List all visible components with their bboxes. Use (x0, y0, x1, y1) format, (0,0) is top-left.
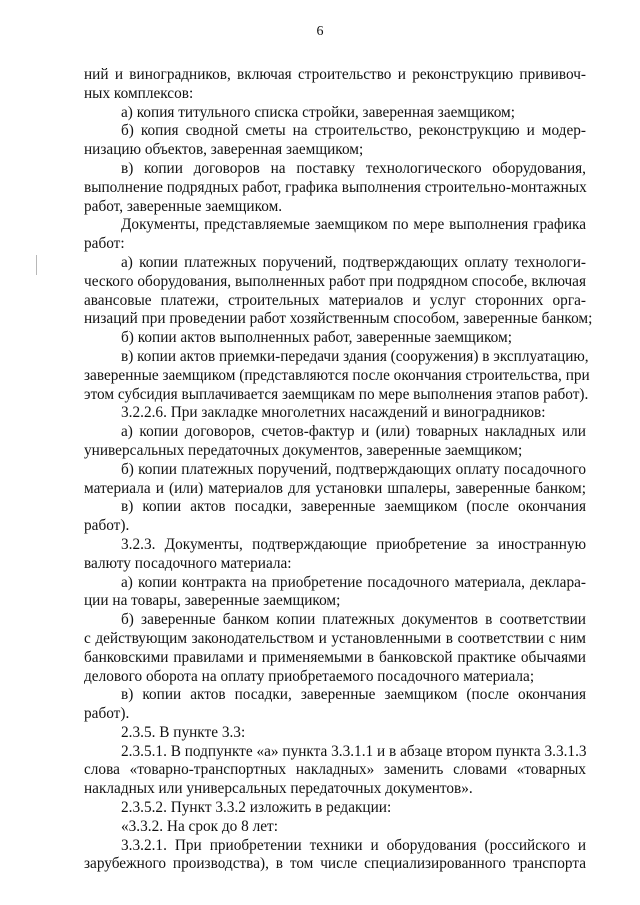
text-line: 3.3.2.1. При приобретении техники и оборудования (российского и (121, 836, 586, 854)
text-line: в) копии актов приемки-передачи здания (сооружения) в эксплуатацию, (121, 347, 589, 365)
text-line: материала и (или) материалов для установки шпалеры, заверенные банком; (84, 479, 586, 497)
text-line: работ: (84, 235, 125, 253)
text-line: а) копии платежных поручений, подтверждающих оплату технологи- (121, 253, 586, 271)
text-line: низацию объектов, заверенная заемщиком; (84, 141, 364, 159)
text-line: выполнение подрядных работ, графика выполнения строительно-монтажных (84, 178, 587, 196)
text-line: б) копии актов выполненных работ, заверенные заемщиком; (121, 329, 512, 347)
text-line: работ, заверенные заемщиком. (84, 197, 283, 215)
text-line: а) копии договоров, счетов-фактур и (или) товарных накладных или (121, 423, 586, 441)
text-line: универсальных передаточных документов, заверенные заемщиком; (84, 441, 523, 459)
text-line: авансовые платежи, строительных материалов и услуг сторонних орга- (84, 291, 586, 309)
text-line: накладных или универсальных передаточных документов». (84, 780, 473, 798)
scan-artifact (36, 255, 37, 275)
text-line: ции на товары, заверенные заемщиком; (84, 592, 341, 610)
text-line: в) копии актов посадки, заверенные заемщиком (после окончания (121, 686, 586, 704)
text-line: 2.3.5.2. Пункт 3.3.2 изложить в редакции: (121, 799, 392, 817)
text-line: в) копии договоров на поставку технологического оборудования, (121, 159, 586, 177)
text-line: слова «товарно-транспортных накладных» заменить словами «товарных (84, 761, 586, 779)
text-line: работ). (84, 517, 130, 535)
text-line: б) заверенные банком копии платежных документов в соответствии (121, 611, 586, 629)
text-line: зарубежного производства), в том числе специализированного транспорта (84, 855, 586, 873)
text-line: в) копии актов посадки, заверенные заемщиком (после окончания (121, 498, 586, 516)
text-line: б) копия сводной сметы на строительство, реконструкцию и модер- (121, 122, 586, 140)
text-line: с действующим законодательством и установленными в соответствии с ним (84, 629, 586, 647)
text-line: а) копии контракта на приобретение посадочного материала, деклара- (121, 573, 586, 591)
text-line: 2.3.5.1. В подпункте «а» пункта 3.3.1.1 и в абзаце втором пункта 3.3.1.3 (121, 742, 587, 760)
text-line: ных комплексов: (84, 84, 194, 102)
text-line: этом субсидия выплачивается заемщикам по мере выполнения этапов работ). (84, 385, 589, 403)
text-line: 3.2.3. Документы, подтверждающие приобретение за иностранную (121, 535, 586, 553)
text-line: валюту посадочного материала: (84, 554, 292, 572)
text-line: ний и виноградников, включая строительство и реконструкцию прививоч- (84, 66, 586, 83)
text-line: работ). (84, 705, 130, 723)
text-line: «3.3.2. На срок до 8 лет: (121, 817, 278, 835)
text-line: 3.2.2.6. При закладке многолетних насаждений и виноградников: (121, 404, 546, 422)
text-line: делового оборота на оплату приобретаемого посадочного материала; (84, 667, 535, 685)
text-line: а) копия титульного списка стройки, заверенная заемщиком; (121, 103, 515, 121)
text-line: 2.3.5. В пункте 3.3: (121, 723, 246, 741)
text-line: банковскими правилами и применяемыми в банковской практике обычаями (84, 648, 586, 666)
text-line: б) копии платежных поручений, подтверждающих оплату посадочного (121, 460, 586, 478)
document-body (84, 66, 593, 874)
text-line: ческого оборудования, выполненных работ при подрядном способе, включая (84, 272, 586, 290)
text-line: заверенные заемщиком (представляются после окончания строительства, при (84, 366, 590, 384)
text-line: низаций при проведении работ хозяйственным способом, заверенные банком; (84, 310, 593, 328)
page-number: 6 (316, 24, 324, 39)
text-line: Документы, представляемые заемщиком по мере выполнения графика (121, 216, 586, 234)
